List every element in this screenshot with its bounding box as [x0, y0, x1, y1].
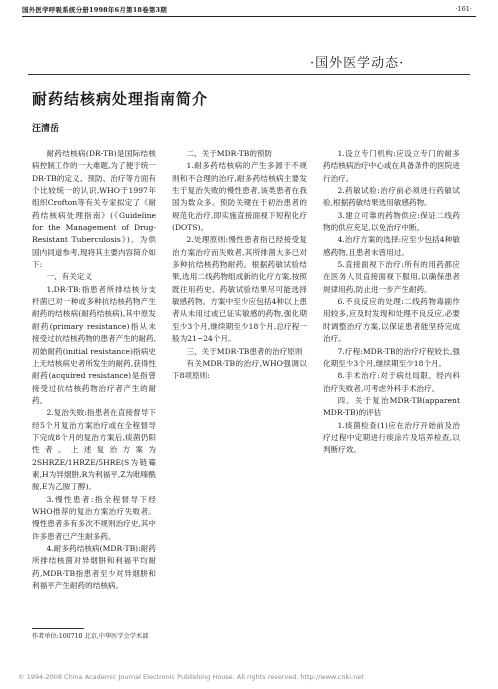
paragraph: 7.疗程:MDR-TB的治疗疗程较长,强化期至少3个月,继续期至少18个月。 [323, 346, 460, 368]
paragraph: 4.治疗方案的选择:应至少包括4种敏感药物,且患者未曾用过。 [323, 235, 460, 257]
running-header-left: 国外医学呼吸系统分册1998年6月第18卷第3期 [22, 6, 167, 14]
article-title: 耐药结核病处理指南简介 [32, 90, 209, 108]
paragraph: 2.药敏试验:治疗前必须进行药敏试验,根据药敏结果选用敏感药物。 [323, 186, 460, 208]
header-rule [22, 16, 476, 17]
paragraph: 2.处理原则:慢性患者指已经接受复治方案治疗而失败者,其所排菌大多已对多种抗结核药物耐药。根据药敏试验结果,选用二线药物组成新的化疗方案,按照既往用药史、药敏试验结果尽可能选择敏感药物。方案中至少应包括4种以上患者从未用过或已证实敏感的药物,强化期至少3个月,继续期至少18个月,总疗程一般为21~24个月。 [172, 235, 307, 344]
paragraph: 二、关于MDR-TB的预防 [186, 149, 273, 158]
paragraph: 1.痰菌检查(1)应在治疗开始前及治疗过程中定期进行痰涂片及培养检查,以判断疗效。 [323, 420, 460, 455]
section-title: ·国外医学动态· [310, 56, 405, 71]
paragraph: 耐药结核病(DR-TB)是国际结核病控制工作的一大难题,为了便于统一DR-TB的定义、预防、治疗等方面有个比较统一的认识,WHO于1997年组织Crofton等有关专家拟定了《耐药结核病处理指南》(《Guideline for the Management of Drug-Resistant Tuberculosis》)。为供国内同道参考,现将其主要内容简介如下: [32, 149, 156, 270]
paragraph: 1.DR-TB:指患者所排结核分支杆菌已对一种或多种抗结核药物产生耐药的结核病(耐药结核病),其中原发耐药(primary resistance)指从未接受过抗结核药物的患者产生的耐药,初始耐药(initial resistance)指病史上无结核病史者所发生的耐药,获得性耐药(acquired resistance)是指曾接受过抗结核药物治疗者产生的耐药。 [32, 284, 156, 405]
paragraph: 3.慢性患者:指全程督导下经WHO推荐的复治方案治疗失败者。慢性患者多有多次不规则治疗史,其中许多患者已产生耐多药。 [32, 494, 156, 541]
paragraph: 一、有关定义 [46, 272, 92, 282]
article-author: 汪清岳 [32, 124, 60, 134]
text-column-1 [32, 148, 156, 618]
paragraph: 1.耐多药结核病的产生多源于不规则和不合理的治疗,耐多药结核病主要发生于复治失败的慢性患者,该类患者在我国为数众多。预防关键在于初治患者的规范化治疗,即实施直接面视下短程化疗(DOTS)。 [172, 161, 307, 233]
footnote-rule [32, 628, 84, 629]
footnote: 作者单位:100710 北京,中华医学会学术部 [32, 633, 149, 640]
text-column-3 [323, 148, 460, 678]
paragraph: 四、关于复治MDR-TB(apparent MDR-TB)的评估 [323, 395, 460, 418]
paragraph: 三、关于MDR-TB患者的治疗原则 [186, 346, 303, 356]
text-column-2 [172, 148, 307, 678]
paragraph: 6.不良反应的处理:二线药物毒副作用较多,应及时发现和处理不良反应,必要时调整治疗方案,以保证患者能坚持完成治疗。 [323, 297, 460, 344]
title-rule [28, 74, 470, 75]
paragraph: 8.手术治疗:对于病灶局限、经内科治疗失败者,可考虑外科手术治疗。 [323, 371, 460, 393]
paragraph: 3.建立可靠的药物供应:保证二线药物的供应充足,以免治疗中断。 [323, 210, 460, 233]
page-number: ·161· [455, 5, 472, 13]
paragraph: 1.设立专门机构:应设立专门的耐多药结核病治疗中心或在具备条件的医院进行治疗。 [323, 149, 460, 183]
copyright-line: © 1994-2008 China Academic Journal Electronic Publishing House. All rights reserved. http://www.cnki.net [18, 673, 364, 681]
paragraph: 有关MDR-TB的治疗,WHO强调以下8项原则: [172, 358, 307, 381]
paragraph: 2.复治失败:指患者在直接督导下经5个月复治方案治疗或在全程督导下完成8个月的复治方案后,痰菌仍阳性者。上述复治方案为2SHRZE/1HRZE/5HRE(S为链霉素,H为异烟肼,R为利福平,Z为吡嗪酰胺,E为乙胺丁醇)。 [32, 408, 156, 492]
paragraph: 4.耐多药结核病(MDR-TB):耐药所排结核菌对异烟肼和利福平均耐药,MDR-TB指患者至少对异烟肼和利福平产生耐药的结核病。 [32, 544, 156, 591]
paragraph: 5.直接面视下治疗:所有的用药都应在医务人员直接面视下服用,以确保患者规律用药,防止进一步产生耐药。 [323, 260, 460, 294]
